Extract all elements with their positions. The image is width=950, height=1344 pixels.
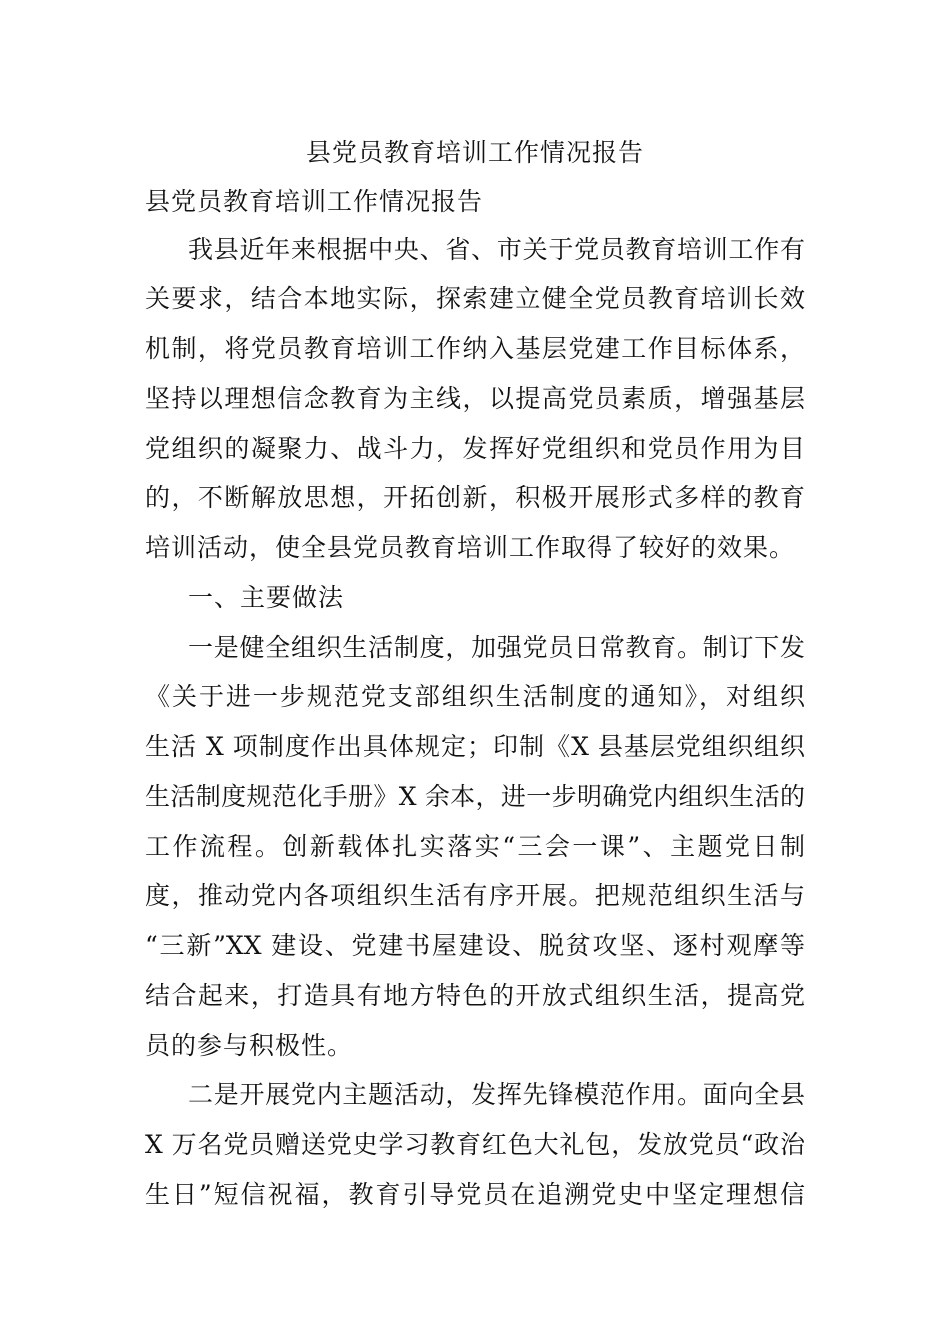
paragraph1-line-4: 坚持以理想信念教育为主线，以提高党员素质，增强基层 <box>145 384 805 413</box>
paragraph2-line-3: 生活 X 项制度作出具体规定；印制《X 县基层党组织组织 <box>145 732 805 761</box>
paragraph2-line-7: “三新”XX 建设、党建书屋建设、脱贫攻坚、逐村观摩等 <box>145 931 805 960</box>
document-subtitle: 县党员教育培训工作情况报告 <box>145 187 484 216</box>
paragraph2-line-9: 员的参与积极性。 <box>145 1031 354 1060</box>
paragraph3-line-2: X 万名党员赠送党史学习教育红色大礼包，发放党员“政治 <box>145 1130 805 1159</box>
paragraph2-line-6: 度，推动党内各项组织生活有序开展。把规范组织生活与 <box>145 881 805 910</box>
section-heading-main-practices: 一、主要做法 <box>188 583 345 612</box>
paragraph1-line-1: 我县近年来根据中央、省、市关于党员教育培训工作有 <box>188 235 805 264</box>
paragraph2-line-8: 结合起来，打造具有地方特色的开放式组织生活，提高党 <box>145 981 805 1010</box>
paragraph1-line-5: 党组织的凝聚力、战斗力，发挥好党组织和党员作用为目 <box>145 434 805 463</box>
paragraph1-line-7: 培训活动，使全县党员教育培训工作取得了较好的效果。 <box>145 533 796 562</box>
paragraph1-line-2: 关要求，结合本地实际，探索建立健全党员教育培训长效 <box>145 284 805 313</box>
paragraph2-line-4: 生活制度规范化手册》X 余本，进一步明确党内组织生活的 <box>145 782 805 811</box>
paragraph3-line-1: 二是开展党内主题活动，发挥先锋模范作用。面向全县 <box>188 1080 805 1109</box>
document-title: 县党员教育培训工作情况报告 <box>305 138 644 167</box>
paragraph2-line-1: 一是健全组织生活制度，加强党员日常教育。制订下发 <box>188 633 805 662</box>
paragraph1-line-6: 的，不断解放思想，开拓创新，积极开展形式多样的教育 <box>145 483 805 512</box>
paragraph1-line-3: 机制，将党员教育培训工作纳入基层党建工作目标体系， <box>145 334 805 363</box>
paragraph2-line-2: 《关于进一步规范党支部组织生活制度的通知》，对组织 <box>145 682 805 711</box>
paragraph3-line-3: 生日”短信祝福，教育引导党员在追溯党史中坚定理想信 <box>145 1180 805 1209</box>
paragraph2-line-5: 工作流程。创新载体扎实落实“三会一课”、主题党日制 <box>145 832 805 861</box>
